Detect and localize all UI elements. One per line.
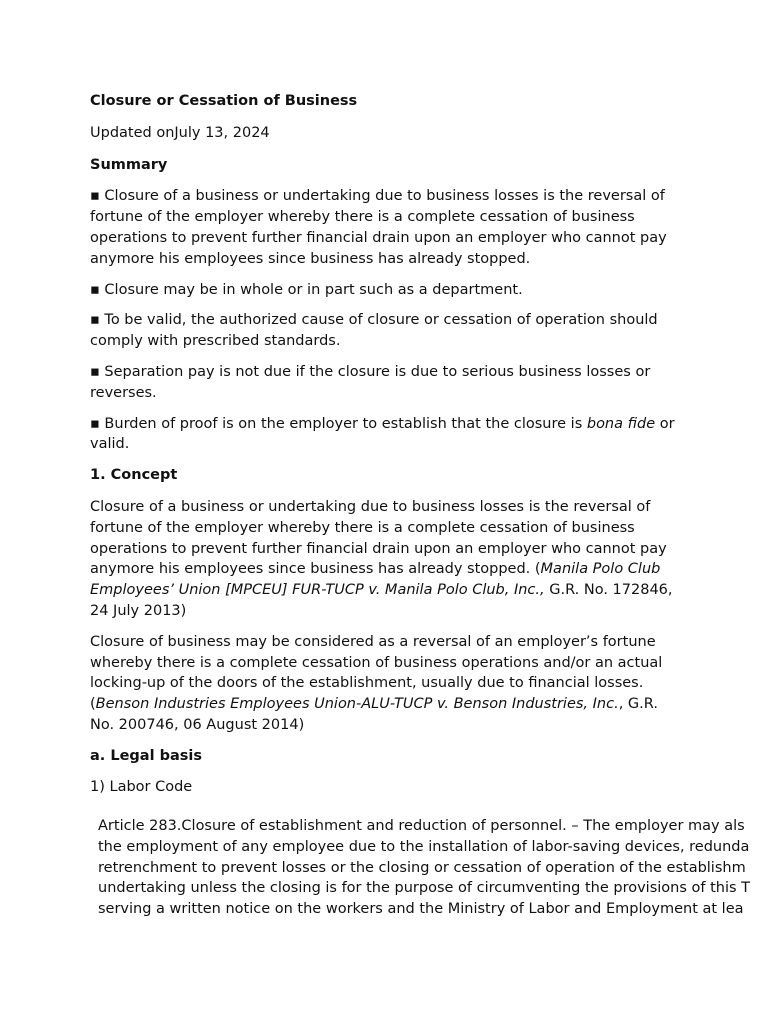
document-body — [90, 91, 682, 807]
summary-bullet-2: ▪ Closure may be in whole or in part such as a department. — [90, 281, 523, 298]
summary-heading: Summary — [90, 156, 168, 173]
article-line-3: retrenchment to prevent losses or the closing or cessation of operation of the establishm — [98, 859, 746, 876]
case-name-manila-polo: Manila Polo Club Employees’ Union [MPCEU] FUR-TUCP v. Manila Polo Club, Inc., — [90, 561, 661, 599]
concept-p1-text: Closure of a business or undertaking due to business losses is the reversal of fortune of the employer whereby there is a complete cessation of business operations to prevent further financial drain upon an employer who cannot pay anymore his employees since business has already stopped. ( — [90, 498, 667, 578]
article-283-block — [98, 816, 768, 920]
article-line-1: Article 283.Closure of establishment and reduction of personnel. – The employer may als — [98, 818, 745, 834]
updated-prefix: Updated on — [90, 124, 175, 141]
labor-code-label: 1) Labor Code — [90, 778, 193, 795]
article-line-5: serving a written notice on the workers and the Ministry of Labor and Employment at lea — [98, 901, 744, 918]
summary-bullet-5 — [90, 414, 682, 456]
concept-heading: 1. Concept — [90, 467, 178, 484]
updated-line — [90, 123, 682, 144]
citation-manila-polo: G.R. No. 172846, 24 July 2013) — [90, 582, 673, 619]
page-title: Closure or Cessation of Business — [90, 93, 358, 109]
bullet-5-end: or valid. — [90, 415, 675, 453]
article-line-2: the employment of any employee due to the installation of labor-saving devices, redunda — [98, 838, 750, 855]
concept-p2-text: Closure of business may be considered as a reversal of an employer’s fortune whereby there is a complete cessation of business operations and/or an actual locking-up of the doors of the establishment, usually due to financial losses. ( — [90, 633, 663, 713]
bullet-5-text: ▪ Burden of proof is on the employer to establish that the closure is — [90, 415, 587, 432]
updated-date: July 13, 2024 — [174, 124, 270, 141]
summary-bullet-4: ▪ Separation pay is not due if the closure is due to serious business losses or reverses. — [90, 363, 651, 401]
concept-paragraph-2 — [90, 632, 682, 736]
concept-paragraph-1 — [90, 497, 682, 622]
citation-benson: , G.R. No. 200746, 06 August 2014) — [90, 696, 658, 733]
article-line-4: undertaking unless the closing is for the purpose of circumventing the provisions of this T — [98, 880, 751, 897]
case-name-benson: Benson Industries Employees Union-ALU-TUCP v. Benson Industries, Inc. — [95, 696, 619, 713]
summary-bullet-3: ▪ To be valid, the authorized cause of closure or cessation of operation should comply with prescribed standards. — [90, 312, 658, 350]
bona-fide-term: bona fide — [586, 415, 656, 432]
summary-bullet-1: ▪ Closure of a business or undertaking due to business losses is the reversal of fortune of the employer whereby there is a complete cessation of business operations to prevent further financial drain upon an employer who cannot pay anymore his employees since business has already stopped. — [90, 188, 667, 267]
legal-basis-heading: a. Legal basis — [90, 747, 202, 764]
